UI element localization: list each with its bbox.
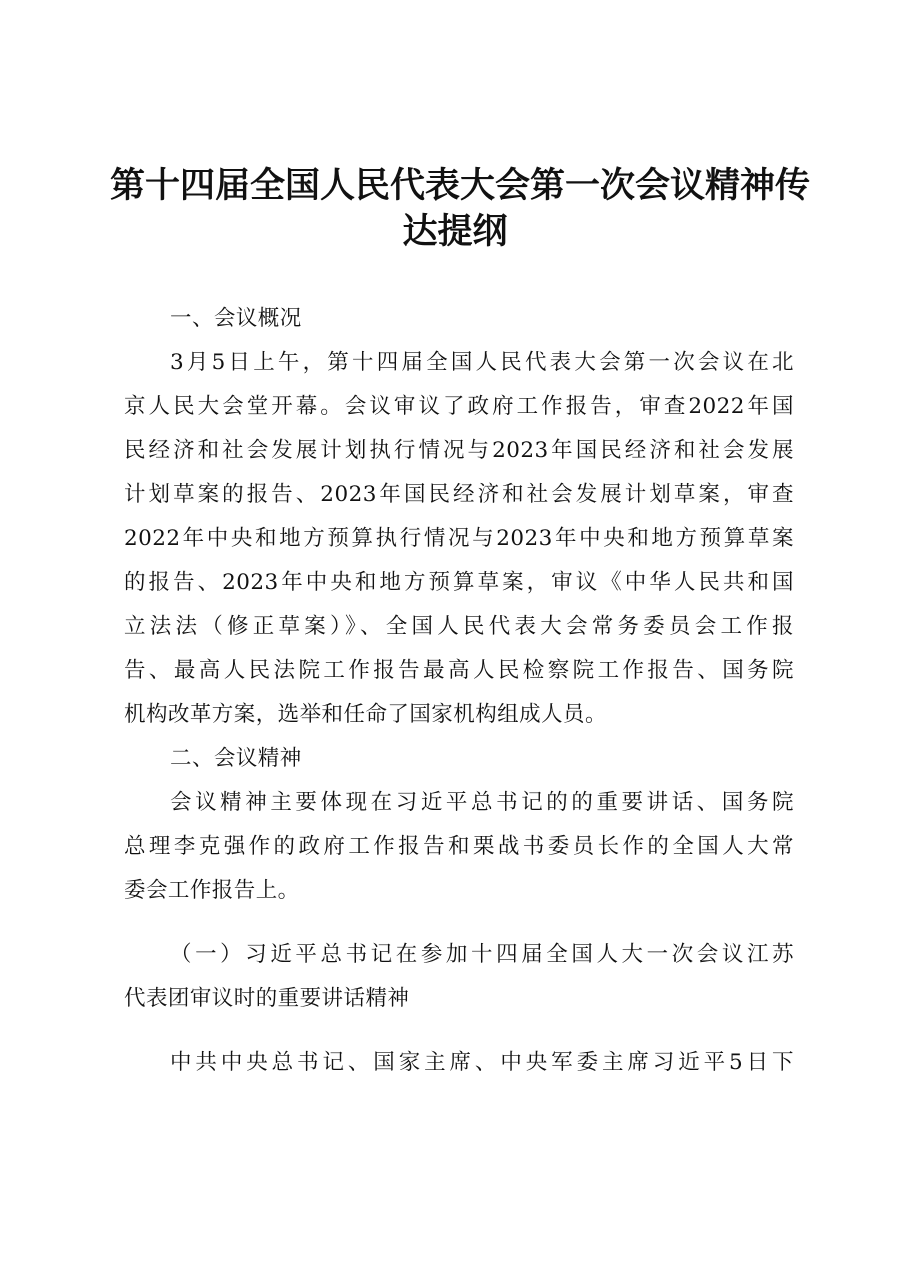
- paragraph-line: 的报告、2023年中央和地方预算草案，审议《中华人民共和国: [124, 570, 794, 595]
- section-heading-overview: 一、会议概况: [170, 306, 302, 331]
- paragraph-line: 会议精神主要体现在习近平总书记的的重要讲话、国务院: [170, 790, 794, 815]
- paragraph-line: 立法法（修正草案）》、全国人民代表大会常务委员会工作报: [124, 614, 794, 639]
- subsection-heading-continued: 代表团审议时的重要讲话精神: [124, 986, 410, 1011]
- paragraph-line: 告、最高人民法院工作报告最高人民检察院工作报告、国务院: [124, 658, 794, 683]
- document-title-line-2: 达提纲: [402, 211, 508, 252]
- subsection-heading: （一）习近平总书记在参加十四届全国人大一次会议江苏: [170, 942, 794, 967]
- document-title-line-1: 第十四届全国人民代表大会第一次会议精神传: [110, 165, 811, 206]
- paragraph-line: 民经济和社会发展计划执行情况与2023年国民经济和社会发展: [124, 438, 794, 463]
- paragraph-line: 3月5日上午，第十四届全国人民代表大会第一次会议在北: [170, 350, 794, 375]
- paragraph-line: 委会工作报告上。: [124, 878, 300, 903]
- paragraph-line: 总理李克强作的政府工作报告和栗战书委员长作的全国人大常: [124, 834, 794, 859]
- paragraph-line: 机构改革方案，选举和任命了国家机构组成人员。: [124, 702, 607, 727]
- paragraph-line: 中共中央总书记、国家主席、中央军委主席习近平5日下: [170, 1050, 794, 1075]
- paragraph-line: 京人民大会堂开幕。会议审议了政府工作报告，审查2022年国: [124, 394, 794, 419]
- paragraph-line: 2022年中央和地方预算执行情况与2023年中央和地方预算草案: [124, 526, 794, 551]
- paragraph-line: 计划草案的报告、2023年国民经济和社会发展计划草案，审查: [124, 482, 794, 507]
- section-heading-spirit: 二、会议精神: [170, 746, 302, 771]
